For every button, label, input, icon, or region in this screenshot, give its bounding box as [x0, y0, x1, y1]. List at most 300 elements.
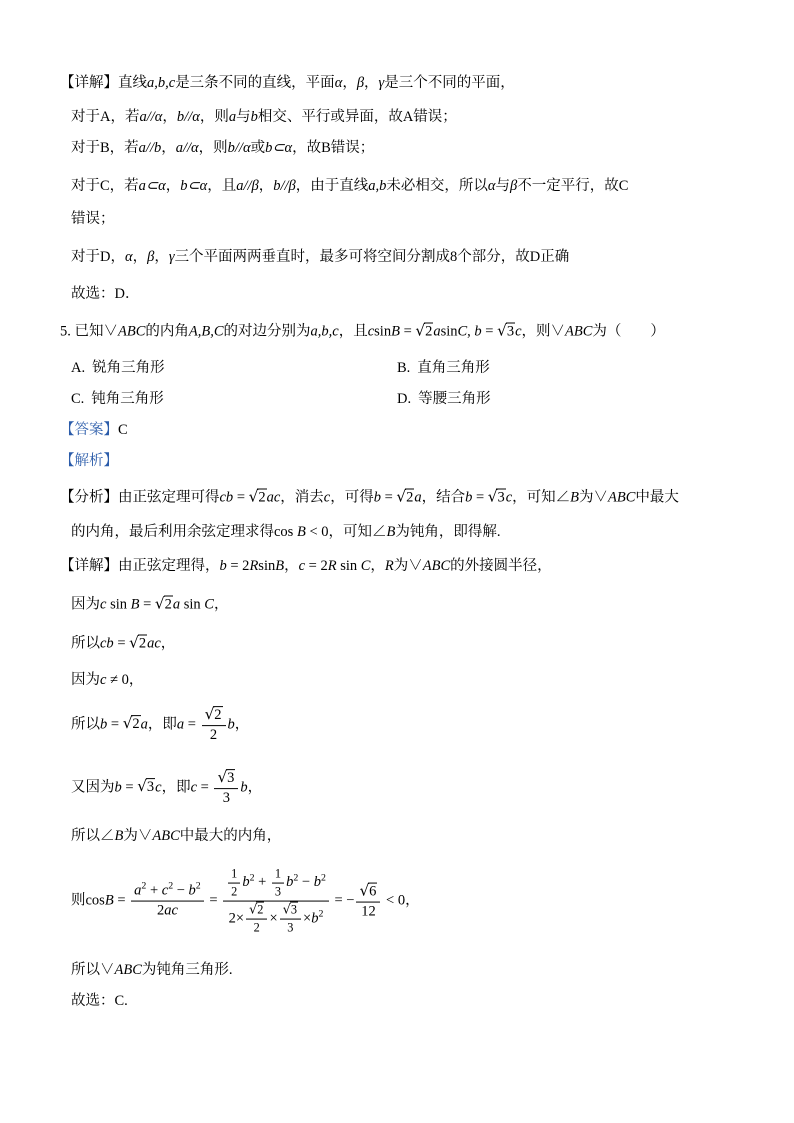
math-variable: b [373, 489, 381, 506]
case-c-continued-line [71, 209, 115, 229]
text-run: ， [128, 672, 144, 688]
text-run: 是三条不同的直线，平面 [175, 75, 335, 91]
math-variable: a [228, 109, 237, 125]
superscript: 2 [320, 872, 326, 884]
math-variable: a//β [236, 178, 259, 194]
math-variable: a//b [138, 140, 162, 156]
square-root [497, 321, 515, 340]
case-a-line [71, 107, 457, 127]
math-variable: c [367, 323, 375, 340]
text-run: ， [162, 109, 177, 125]
answer-line [60, 420, 128, 440]
math-variable: α [124, 249, 133, 265]
text-run: 为钝角三角形. [141, 962, 233, 978]
text-run: 的内角，最后利用余弦定理求得 [71, 524, 274, 540]
text-run: = [197, 779, 213, 796]
math-variable: ABC [118, 323, 146, 340]
text-run: 2 [253, 920, 260, 935]
text-run: ， [154, 249, 169, 265]
math-variable: a,b,c [147, 75, 176, 91]
option-a-label: A. [71, 360, 86, 376]
text-run: = [107, 716, 123, 733]
math-variable: b [114, 779, 122, 796]
math-variable: A,B,C [188, 323, 224, 340]
math-variable: ABC [114, 962, 142, 978]
section-label: 【解析】 [60, 453, 118, 469]
math-variable: B [386, 524, 396, 540]
text-run: ，则 [199, 109, 229, 125]
text-run: 【详解】由正弦定理得， [60, 558, 220, 574]
radicand [496, 489, 505, 506]
math-variable: a⊂α [138, 178, 166, 194]
text-run: 对于A，若 [71, 109, 140, 125]
math-variable: B [104, 892, 114, 909]
text-run: ，则 [198, 140, 228, 156]
text-run: 2 [258, 489, 266, 506]
math-variable: a,b [368, 178, 387, 194]
square-root [396, 487, 414, 506]
math-variable: α [334, 75, 343, 91]
text-run: − [298, 874, 314, 891]
text-run: ，即 [147, 716, 177, 733]
text-run: ，由于直线 [295, 178, 369, 194]
text-run: 故选：D． [71, 286, 140, 302]
math-variable: b [100, 716, 108, 733]
fraction [228, 867, 240, 900]
text-run: 未必相交，所以 [386, 178, 488, 194]
math-variable: cb [100, 635, 114, 652]
text-run: ，故B错误； [292, 140, 375, 156]
answer-choice-c-line [71, 991, 128, 1011]
text-run: 2 [132, 716, 140, 733]
radicand [138, 635, 147, 652]
square-root [129, 633, 147, 652]
text-run: ，则∨ [521, 323, 565, 340]
text-run: 不一定平行，故C [517, 178, 629, 194]
option-d-text: 等腰三角形 [418, 391, 491, 407]
text-run: ，且 [207, 178, 237, 194]
radicand [405, 489, 414, 506]
text-run: = [380, 489, 397, 506]
text-run: 6 [369, 883, 377, 900]
numerator [214, 768, 238, 789]
square-root [249, 902, 264, 916]
radical-sign: √ [282, 902, 291, 918]
math-variable: a [134, 882, 142, 899]
detail-sine-law-line [60, 556, 552, 576]
numerator [280, 902, 301, 920]
step-largest-angle-line [71, 826, 281, 846]
math-variable: b [219, 558, 227, 574]
radical-sign: √ [249, 902, 258, 918]
math-variable: b//α [227, 140, 251, 156]
text-run: − [173, 882, 189, 899]
text-run: 2 [406, 489, 414, 506]
text-run: = [184, 716, 200, 733]
denominator [284, 920, 296, 936]
text-run: = [481, 323, 498, 340]
text-run: C [118, 422, 128, 438]
text-run: 的内角 [145, 323, 189, 340]
math-variable: c [298, 558, 306, 574]
text-run: 3 [146, 779, 155, 796]
math-variable: a,b,c [310, 323, 339, 340]
math-variable: b [465, 489, 473, 506]
analysis-heading [60, 451, 118, 471]
math-variable: b [242, 874, 250, 891]
text-run: ， [160, 635, 176, 652]
text-run: 是三个不同的平面， [384, 75, 515, 91]
math-variable: b [250, 109, 258, 125]
radicand [213, 706, 222, 723]
math-variable: c [505, 489, 513, 506]
conclusion-line [71, 960, 233, 980]
denominator [226, 901, 327, 935]
text-run: 所以 [71, 716, 100, 733]
text-run: ，即 [161, 779, 191, 796]
text-run: ， [405, 892, 420, 909]
superscript: 2 [168, 880, 174, 892]
math-variable: c [323, 489, 331, 506]
text-run: ，消去 [280, 489, 324, 506]
text-run: 【详解】直线 [60, 75, 147, 91]
math-variable: c [515, 323, 522, 340]
radical-sign: √ [497, 321, 507, 340]
text-run: 3 [274, 884, 282, 899]
text-run: ， [234, 716, 250, 733]
math-variable: a [140, 716, 148, 733]
text-run: 2× [228, 910, 245, 927]
superscript: 2 [293, 872, 299, 884]
text-run: ， [364, 75, 379, 91]
question-5-stem [60, 321, 665, 342]
numerator [228, 867, 240, 884]
math-variable: β [356, 75, 365, 91]
text-run: 对于B，若 [71, 140, 139, 156]
numerator [223, 867, 329, 902]
square-root [137, 779, 155, 795]
text-run: ， [213, 596, 229, 613]
math-variable: B [296, 524, 306, 540]
square-root [283, 902, 298, 916]
text-run: 5. 已知∨ [60, 323, 118, 340]
math-variable: b//β [273, 178, 296, 194]
math-variable: α [487, 178, 496, 194]
text-run: cos [274, 524, 297, 540]
math-variable: B [130, 596, 140, 613]
text-run: 1 [274, 866, 282, 881]
text-run: × [303, 910, 312, 927]
case-b-line [71, 138, 374, 158]
text-run: sin [258, 558, 276, 574]
text-run: = [399, 323, 416, 340]
math-variable: a//α [139, 109, 163, 125]
math-variable: C [457, 323, 468, 340]
step-b-a-line [71, 705, 249, 745]
radical-sign: √ [415, 321, 426, 340]
text-run: 3 [497, 489, 505, 506]
math-variable: B [275, 558, 285, 574]
case-c-line [71, 176, 628, 196]
text-run: = [113, 635, 130, 652]
option-c-text: 钝角三角形 [91, 391, 164, 407]
fraction [202, 705, 226, 745]
radical-sign: √ [217, 768, 228, 787]
text-run: 因为 [71, 596, 100, 613]
math-variable: C [360, 558, 371, 574]
fraction [223, 867, 329, 936]
math-variable: B [570, 489, 580, 506]
math-variable: b [311, 910, 319, 927]
case-d-line [71, 247, 569, 267]
step-c-nonzero-line [71, 670, 143, 690]
text-run: ， [342, 75, 357, 91]
numerator [356, 881, 380, 902]
text-run: 为∨ [123, 828, 153, 844]
text-run: 2 [257, 902, 264, 917]
denominator [228, 883, 240, 899]
text-run: 为（ ） [592, 323, 665, 340]
text-run: cos [85, 892, 105, 909]
option-a [71, 358, 165, 378]
text-run: 中最大的内角， [179, 828, 282, 844]
numerator [131, 882, 204, 901]
text-run: 中最大 [635, 489, 679, 506]
text-run: = 2 [305, 558, 328, 574]
text-run: < 0 [305, 524, 329, 540]
math-variable: β [147, 249, 155, 265]
text-run: sin [374, 323, 392, 340]
radical-sign: √ [122, 714, 133, 733]
superscript: 2 [318, 908, 324, 920]
math-variable: c [100, 596, 107, 613]
step-given-line [71, 594, 228, 615]
text-run: 12 [361, 903, 376, 920]
math-variable: γ [378, 75, 385, 91]
text-run: 与 [495, 178, 511, 194]
detail-intro-line [60, 73, 515, 93]
option-b-text: 直角三角形 [417, 360, 490, 376]
option-d [397, 389, 491, 409]
text-run: 2 [138, 635, 147, 652]
radical-sign: √ [129, 633, 139, 652]
math-variable: R [384, 558, 394, 574]
math-variable: β [510, 178, 518, 194]
math-variable: ABC [608, 489, 636, 506]
square-root [359, 883, 377, 899]
math-variable: a [414, 489, 422, 506]
radical-sign: √ [204, 705, 215, 724]
text-run: 为钝角，即得解. [395, 524, 501, 540]
text-run: 所以∨ [71, 962, 115, 978]
option-b-label: B. [397, 360, 411, 376]
radicand [506, 323, 515, 340]
text-run: 3 [290, 902, 298, 917]
text-run: ， [370, 558, 385, 574]
math-variable: c [100, 672, 107, 688]
denominator [220, 790, 233, 808]
math-variable: cb [219, 489, 234, 506]
math-variable: R [327, 558, 337, 574]
text-run: 则 [71, 892, 86, 909]
numerator [246, 902, 267, 920]
square-root [154, 594, 173, 613]
math-variable: ABC [152, 828, 180, 844]
math-variable: ABC [565, 323, 593, 340]
denominator [154, 901, 181, 919]
math-variable: ac [147, 635, 161, 652]
math-variable: B [391, 323, 400, 340]
radicand [257, 489, 266, 506]
math-variable: b [188, 882, 196, 899]
square-root [248, 487, 267, 506]
square-root [415, 321, 433, 340]
text-run: 2 [231, 884, 238, 899]
fraction [246, 902, 267, 935]
radical-sign: √ [396, 487, 407, 506]
text-run: = [121, 779, 138, 796]
step-cb-line [71, 633, 175, 654]
math-variable: b//α [176, 109, 200, 125]
text-run: 对于C，若 [71, 178, 139, 194]
text-run: 3 [222, 790, 231, 807]
math-variable: a//α [175, 140, 199, 156]
text-run: 因为 [71, 672, 100, 688]
denominator [251, 920, 263, 936]
fraction [272, 867, 284, 900]
text-run: = 2 [226, 558, 250, 574]
radical-sign: √ [154, 594, 165, 613]
text-run: 与 [236, 109, 251, 125]
text-run: 所以 [71, 635, 100, 652]
text-run: 3 [506, 323, 515, 340]
math-variable: ac [164, 902, 178, 919]
square-root [123, 716, 141, 732]
fraction [356, 881, 380, 921]
text-run: ，可知∠ [512, 489, 571, 506]
math-variable: c [190, 779, 198, 796]
text-run: 对于D， [71, 249, 125, 265]
text-run: × [269, 910, 278, 927]
superscript: 2 [195, 880, 201, 892]
radicand [146, 778, 155, 795]
math-variable: a [176, 716, 185, 733]
text-run: 2 [164, 596, 172, 613]
text-run: sin [336, 558, 361, 574]
text-run: 【分析】由正弦定理可得 [60, 489, 220, 506]
text-run: 的外接圆半径， [450, 558, 552, 574]
text-run: ， [284, 558, 299, 574]
math-variable: b⊂α [180, 178, 208, 194]
step-cosine-law-line [71, 867, 420, 936]
text-run: 相交、平行或异面，故A错误； [257, 109, 457, 125]
option-c [71, 389, 164, 409]
numerator [202, 705, 226, 726]
fraction [214, 768, 238, 808]
superscript: 2 [141, 880, 147, 892]
text-run: 三个平面两两垂直时，最多可将空间分割成8个部分，故D正确 [174, 249, 570, 265]
text-run: 为∨ [579, 489, 609, 506]
text-run: 又因为 [71, 779, 115, 796]
section-label: 【答案】 [60, 422, 118, 438]
option-b [397, 358, 490, 378]
math-variable: R [249, 558, 259, 574]
text-run: sin [106, 596, 131, 613]
text-run: ，且 [338, 323, 368, 340]
text-run: 3 [227, 770, 235, 787]
text-run: ，可得 [330, 489, 374, 506]
text-run: 3 [287, 920, 294, 935]
text-run: < 0 [382, 892, 406, 909]
math-variable: γ [168, 249, 175, 265]
text-run: , [467, 323, 475, 340]
text-run: 2 [425, 323, 433, 340]
text-run: ， [161, 140, 176, 156]
math-variable: b [286, 874, 294, 891]
option-d-label: D. [397, 391, 412, 407]
text-run: 为∨ [393, 558, 423, 574]
text-run: ， [165, 178, 181, 194]
math-variable: C [204, 596, 214, 613]
radicand [368, 882, 377, 899]
step-b-c-line [71, 768, 262, 808]
math-variable: b⊂α [265, 140, 293, 156]
radical-sign: √ [137, 777, 147, 796]
denominator [207, 727, 220, 745]
option-a-text: 锐角三角形 [92, 360, 165, 376]
radicand [256, 901, 264, 916]
text-run: 2 [156, 902, 165, 919]
text-run: ， [132, 249, 148, 265]
text-run: = [233, 489, 249, 506]
radicand [290, 901, 298, 916]
square-root [205, 707, 223, 723]
math-variable: ABC [422, 558, 451, 574]
radicand [226, 769, 235, 786]
math-variable: ac [266, 489, 281, 506]
text-run: sin [440, 323, 458, 340]
math-variable: a [433, 323, 441, 340]
math-variable: c [161, 882, 169, 899]
fraction [280, 902, 301, 935]
text-run: ， [247, 779, 263, 796]
radical-sign: √ [487, 487, 498, 506]
math-variable: b [474, 323, 482, 340]
square-root [217, 770, 235, 786]
math-variable: B [114, 828, 124, 844]
text-run: ，可知∠ [328, 524, 387, 540]
radicand [164, 596, 173, 613]
text-run: = [113, 892, 130, 909]
math-variable: b [313, 874, 321, 891]
radical-sign: √ [248, 487, 259, 506]
text-run: + [254, 874, 270, 891]
text-run: 故选：C. [71, 993, 128, 1009]
radicand [131, 715, 140, 732]
text-run: 2 [209, 727, 218, 744]
denominator [358, 902, 379, 920]
text-run: ≠ 0 [106, 672, 129, 688]
square-root [487, 487, 506, 506]
denominator [272, 883, 284, 899]
text-run: = [472, 489, 488, 506]
math-variable: b [227, 716, 235, 733]
text-run: = [139, 596, 155, 613]
text-run: sin [180, 596, 205, 613]
text-run: 1 [231, 866, 238, 881]
radicand [424, 323, 433, 340]
text-run: + [146, 882, 162, 899]
